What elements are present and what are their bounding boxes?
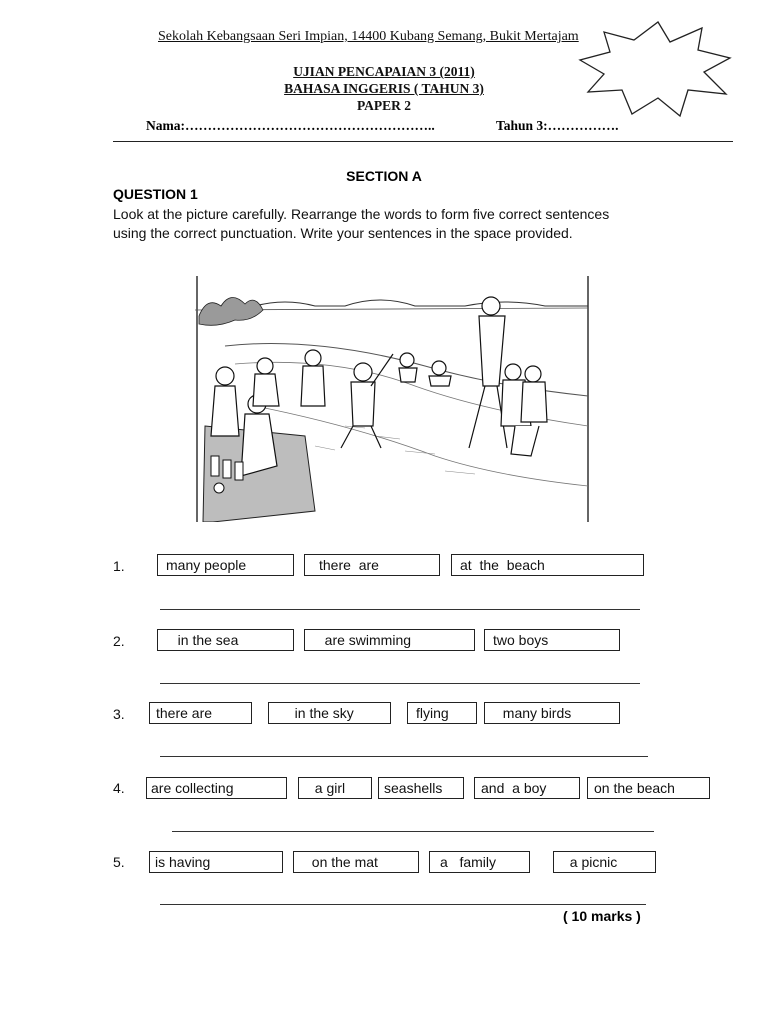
word-box: there are xyxy=(304,554,440,576)
word-box: a girl xyxy=(298,777,372,799)
word-box: are swimming xyxy=(304,629,475,651)
word-box: at the beach xyxy=(451,554,644,576)
word-box: is having xyxy=(149,851,283,873)
word-box: in the sea xyxy=(157,629,294,651)
answer-line-2[interactable] xyxy=(160,683,640,684)
answer-line-5[interactable] xyxy=(160,904,646,905)
item-number-3: 3. xyxy=(113,706,125,722)
year-field[interactable]: Tahun 3:……………. xyxy=(496,118,619,133)
subject-title: BAHASA INGGERIS ( TAHUN 3) xyxy=(284,81,484,96)
word-box: a picnic xyxy=(553,851,656,873)
question-instructions: Look at the picture carefully. Rearrange the words to form five correct sentences using the correct punctuation. Write your sentences in the space provided. xyxy=(113,206,610,241)
word-box: in the sky xyxy=(268,702,391,724)
question-heading: QUESTION 1 xyxy=(113,186,198,202)
word-box: and a boy xyxy=(474,777,580,799)
word-box: seashells xyxy=(378,777,464,799)
exam-title: UJIAN PENCAPAIAN 3 (2011) xyxy=(293,64,475,79)
item-number-4: 4. xyxy=(113,780,125,796)
word-box: there are xyxy=(149,702,252,724)
answer-line-3[interactable] xyxy=(160,756,648,757)
name-field[interactable]: Nama:……………………………………………….. xyxy=(146,118,435,133)
word-box: many people xyxy=(157,554,294,576)
item-number-1: 1. xyxy=(113,558,125,574)
word-box: flying xyxy=(407,702,477,724)
word-box: are collecting xyxy=(146,777,287,799)
item-number-5: 5. xyxy=(113,854,125,870)
word-box: a family xyxy=(429,851,530,873)
item-number-2: 2. xyxy=(113,633,125,649)
beach-scene-picture xyxy=(195,276,590,522)
answer-line-1[interactable] xyxy=(160,609,640,610)
marks-label: ( 10 marks ) xyxy=(563,908,641,924)
word-box: on the beach xyxy=(587,777,710,799)
word-box: on the mat xyxy=(293,851,419,873)
word-box: many birds xyxy=(484,702,620,724)
header-divider xyxy=(113,141,733,142)
school-address: Sekolah Kebangsaan Seri Impian, 14400 Kubang Semang, Bukit Mertajam xyxy=(158,29,579,44)
answer-line-4[interactable] xyxy=(172,831,654,832)
paper-title: PAPER 2 xyxy=(356,98,412,113)
section-heading: SECTION A xyxy=(346,168,422,184)
word-box: two boys xyxy=(484,629,620,651)
